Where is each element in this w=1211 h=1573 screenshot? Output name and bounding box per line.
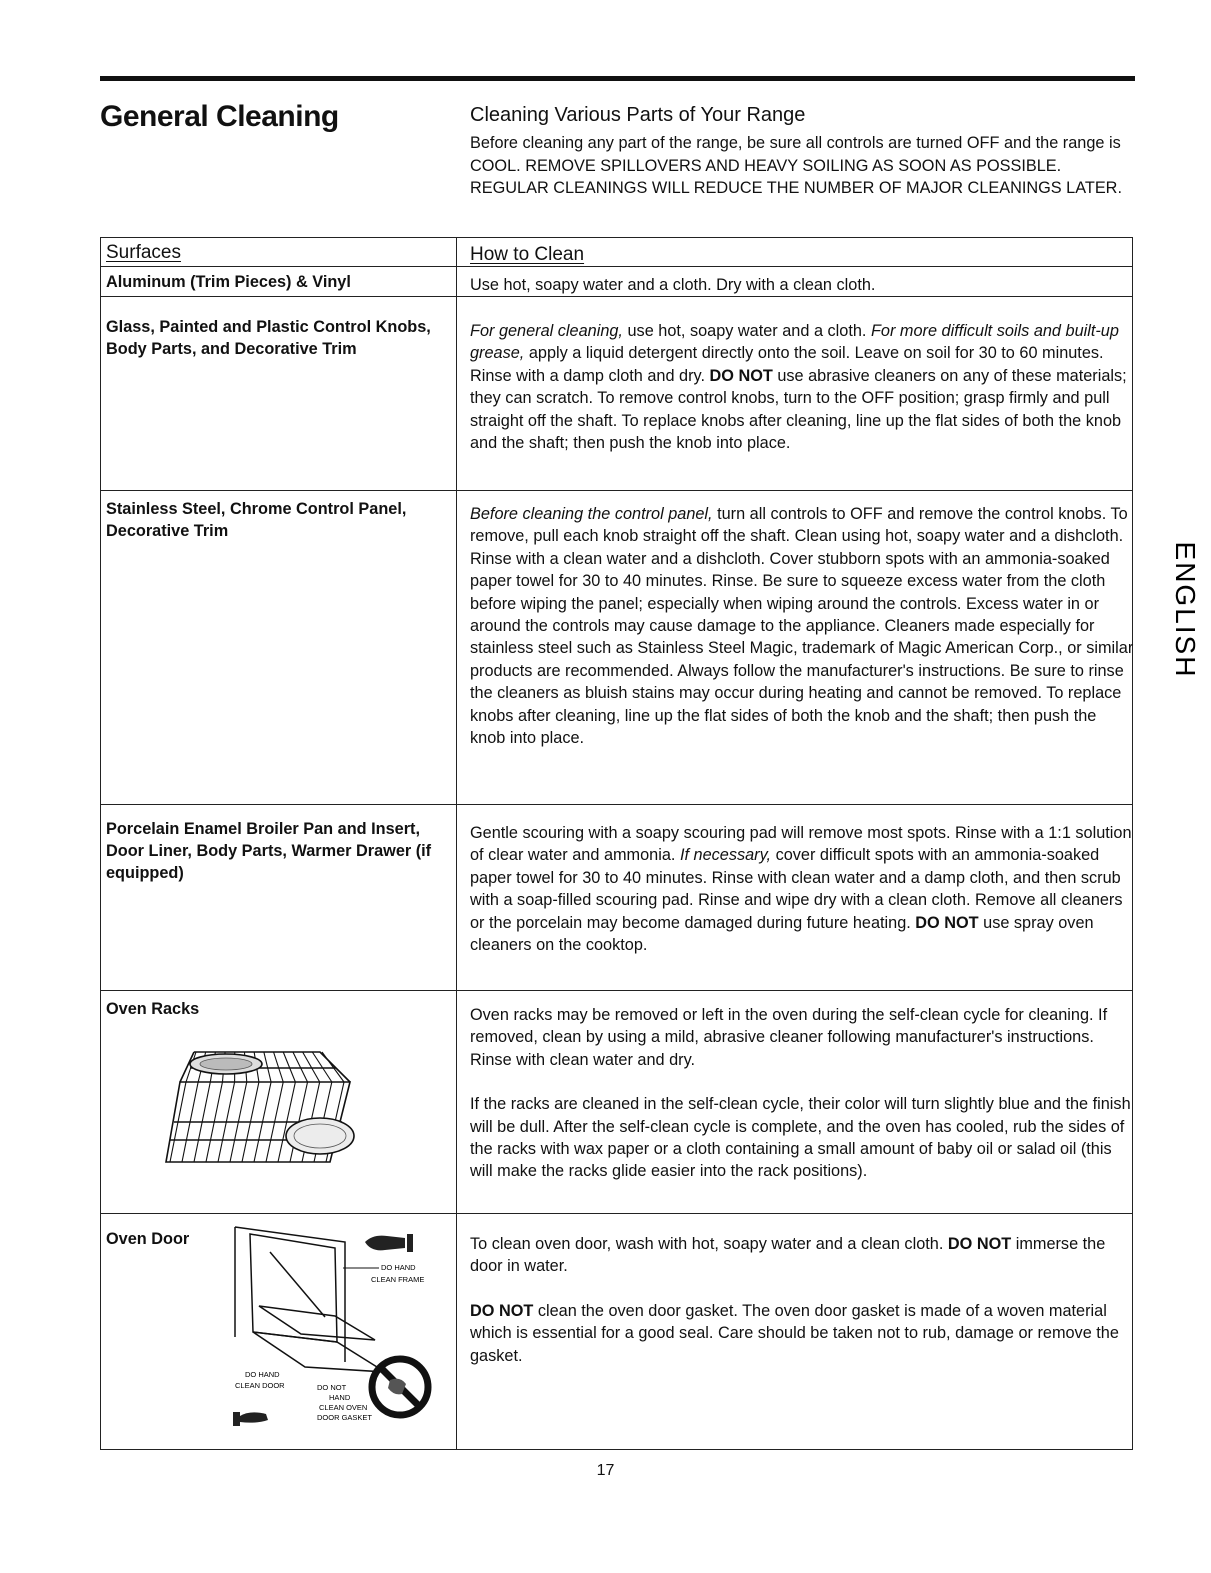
warning-text: DO NOT — [709, 366, 773, 385]
label-clean-oven: CLEAN OVEN — [319, 1403, 368, 1412]
top-rule — [100, 76, 1135, 81]
rack-bar — [312, 1052, 332, 1082]
surface-stainless-steel: Stainless Steel, Chrome Control Panel, Decorative Trim — [106, 500, 407, 540]
header-row-divider — [100, 266, 1133, 267]
how-oven-door — [470, 1233, 1134, 1367]
column-header-surfaces: Surfaces — [106, 242, 181, 263]
rack-bar — [264, 1052, 271, 1082]
label-clean-frame: CLEAN FRAME — [371, 1275, 425, 1284]
how-text: immerse the door in water. — [470, 1235, 1106, 1276]
how-text: turn all controls to OFF and remove the control knobs. To remove, pull each knob straight off the shaft. Clean using hot, soapy water and a dishcloth. Rinse with a clean water and a dishcloth. Cover stubborn spots with an ammonia-soaked paper towel for 30 to 40 minutes. Rinse. Be sure to squeeze excess water from the cloth before wiping the panel; especially when wiping around the controls. Excess water in or around the controls may cause damage to the appliance. Cleaners made especially for stainless steel such as Stainless Steel Magic, trademark of Magic American Corp., or similar products are recommended. Always follow the manufacturer's instructions. Be sure to rinse the cleaners as bluish stains may occur during heating and cannot be removed. To replace knobs after cleaning, line up the flat sides of both the knob and the shaft; then push the knob into place. — [470, 505, 1134, 748]
surface-oven-door: Oven Door — [106, 1230, 190, 1248]
rack-bar — [274, 1052, 284, 1082]
emphasis-text: If necessary, — [679, 846, 772, 865]
english-vertical-text: ENGLISH — [1170, 541, 1201, 679]
label-do-not: DO NOT — [317, 1383, 347, 1392]
rack-bar — [322, 1052, 344, 1082]
column-header-how-to-clean: How to Clean — [470, 244, 585, 265]
how-oven-racks — [470, 1004, 1134, 1183]
warning-text: DO NOT — [470, 1301, 534, 1320]
page-title: General Cleaning — [100, 100, 339, 133]
row-divider — [100, 490, 1133, 491]
surface-porcelain-enamel: Porcelain Enamel Broiler Pan and Insert, Door Liner, Body Parts, Warmer Drawer (if equipped) — [106, 820, 432, 882]
how-porcelain-enamel — [470, 822, 1134, 956]
how-text: use spray oven cleaners on the cooktop. — [470, 913, 1094, 955]
how-text: use hot, soapy water and a cloth. — [622, 322, 871, 340]
surface-glass-painted-plastic: Glass, Painted and Plastic Control Knobs, Body Parts, and Decorative Trim — [106, 318, 431, 358]
page-number: 17 — [596, 1462, 615, 1479]
emphasis-text: Before cleaning the control panel, — [470, 505, 713, 523]
emphasis-text: For general cleaning, — [470, 322, 623, 340]
how-text: Use hot, soapy water and a cloth. Dry with a clean cloth. — [470, 276, 876, 294]
how-text: If the racks are cleaned in the self-clean cycle, their color will turn slightly blue and the finish will be dull. After the self-clean cycle is complete, and the oven has cooled, rub the sides of the racks with wax paper or a cloth containing a small amount of baby oil or salad oil (this will make the racks glide easier into the rack positions). — [470, 1095, 1131, 1181]
side-language-label — [1156, 520, 1201, 700]
how-stainless-steel — [470, 503, 1134, 749]
how-text: clean the oven door gasket. The oven door gasket is made of a woven material which is essential for a good seal. Care should be taken not to rub, damage or remove the gasket. — [470, 1301, 1119, 1365]
how-text: Oven racks may be removed or left in the oven during the self-clean cycle for cleaning. If removed, clean by using a mild, abrasive cleaner following manufacturer's instructions. Rinse with clean water and dry. — [470, 1006, 1108, 1069]
how-text: use abrasive cleaners on any of these materials; they can scratch. To remove control knobs, turn to the OFF position; grasp firmly and pull straight off the shaft. To replace knobs after cleaning, line up the flat sides of both the knob and the shaft; then push the knob into place. — [470, 366, 1127, 453]
row-divider — [100, 1213, 1133, 1214]
oven-door-illustration — [225, 1222, 450, 1437]
row-divider — [100, 990, 1133, 991]
how-text: Gentle scouring with a soapy scouring pad will remove most spots. Rinse with a 1:1 solution of clear water and ammonia. — [470, 824, 1132, 865]
intro-paragraph: Before cleaning any part of the range, be sure all controls are turned OFF and the range is COOL. REMOVE SPILLOVERS AND HEAVY SOILING AS SOON AS POSSIBLE. REGULAR CLEANINGS WILL REDUCE THE NUMBER OF MAJOR CLEANINGS LATER. — [470, 134, 1122, 197]
how-text: cover difficult spots with an ammonia-soaked paper towel for 30 to 40 minutes. Rinse with clean water and a damp cloth, and then scrub with a soap-filled scouring pad. Rinse and wipe dry with a clean cloth. Remove all cleaners or the porcelain may become damaged during future heating. — [470, 846, 1123, 932]
label-clean-door: CLEAN DOOR — [235, 1381, 285, 1390]
label-hand: HAND — [329, 1393, 351, 1402]
section-subheading: Cleaning Various Parts of Your Range — [470, 104, 806, 126]
surface-aluminum-vinyl: Aluminum (Trim Pieces) & Vinyl — [106, 273, 351, 291]
table-column-divider — [456, 237, 457, 1450]
oven-rack-illustration — [160, 1040, 380, 1170]
how-aluminum-vinyl — [470, 274, 1134, 296]
warning-text: DO NOT — [947, 1235, 1012, 1253]
warning-text: DO NOT — [915, 913, 979, 932]
how-glass-painted-plastic — [470, 320, 1134, 454]
how-text: apply a liquid detergent directly onto the soil. Leave on soil for 30 to 60 minutes. Rinse with a damp cloth and dry. — [470, 344, 1104, 385]
how-text: To clean oven door, wash with hot, soapy water and a clean cloth. — [470, 1235, 948, 1253]
row-divider — [100, 804, 1133, 805]
label-door-gasket: DOOR GASKET — [317, 1413, 373, 1422]
surface-oven-racks: Oven Racks — [106, 1000, 200, 1018]
label-do-hand-door: DO HAND — [245, 1370, 280, 1379]
rack-bar — [283, 1052, 295, 1082]
label-do-hand-frame: DO HAND — [381, 1263, 416, 1272]
emphasis-text: For more difficult soils and built-up grease, — [470, 322, 1119, 363]
